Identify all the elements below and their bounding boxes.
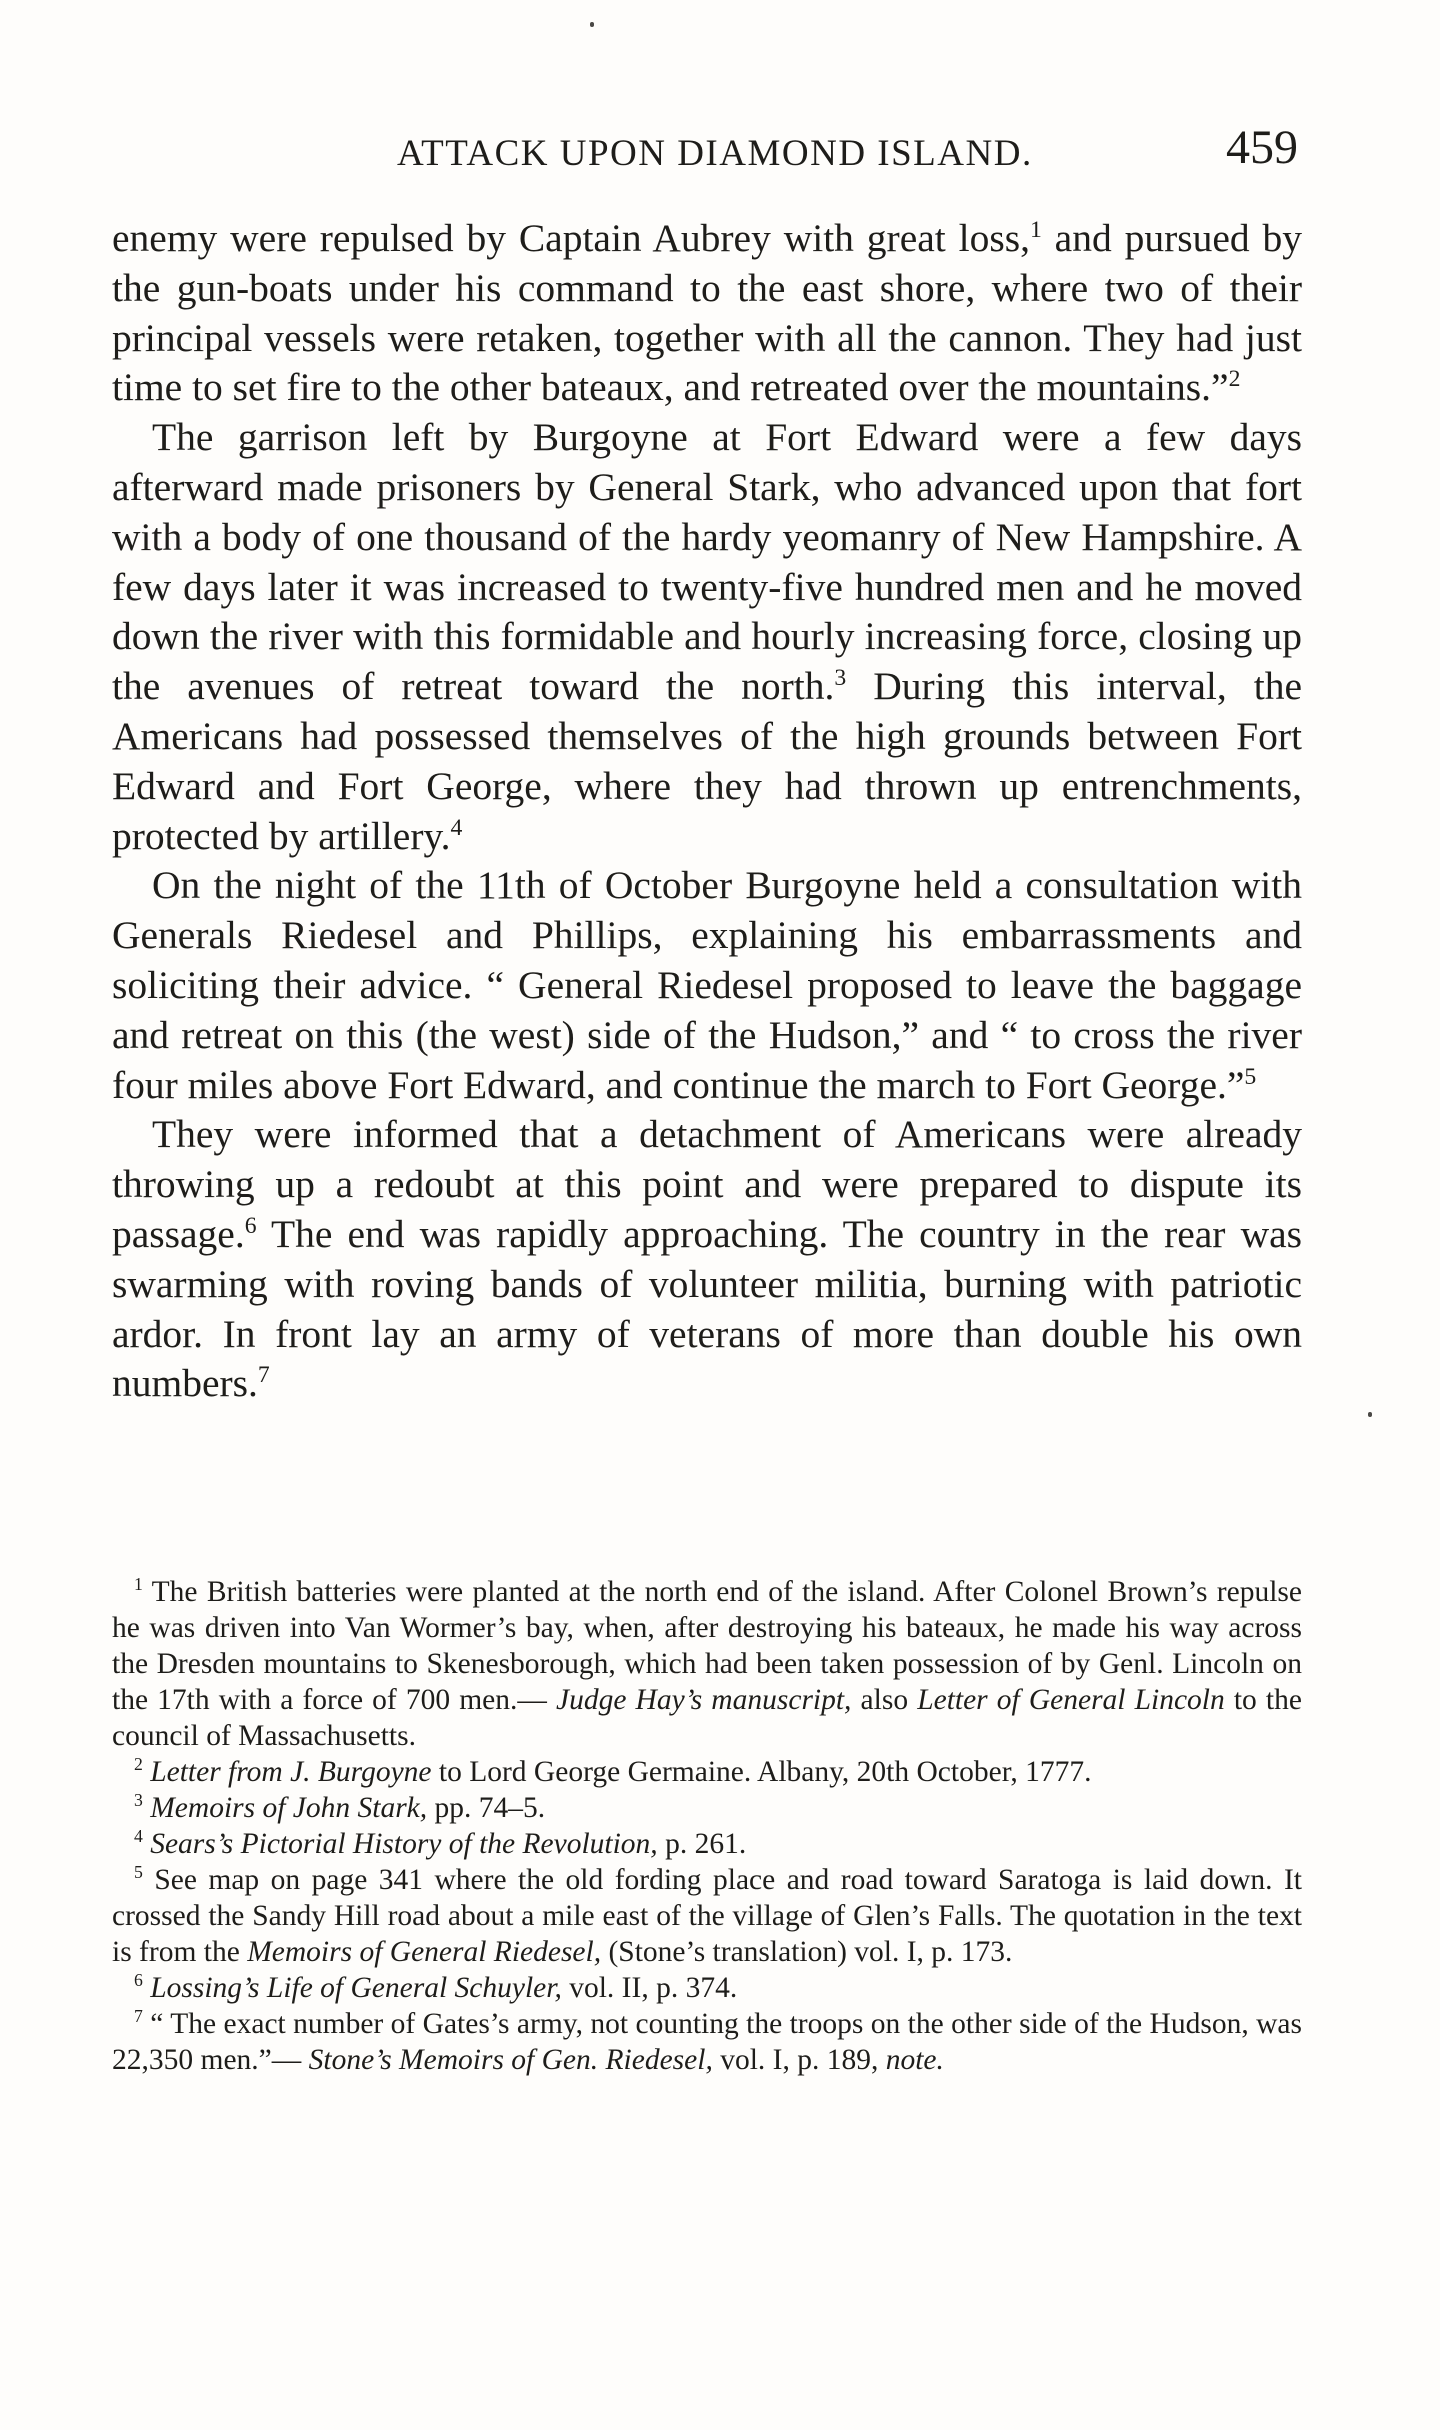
footnote-7-text-a: “ The exact number of Gates’s army, not counting the troops on the other side of the Hudson, was 22,350 men.”— [112,2008,1302,2076]
footnote-7 [112,2006,1302,2078]
footnote-1-italic-b: Letter of General Lincoln [917,1684,1225,1716]
footnote-6-italic-a: Lossing’s Life of General Schuyler, [142,1972,562,2004]
footnote-6 [112,1970,1302,2006]
footnote-ref-7: 7 [257,1362,270,1389]
footnote-ref-3: 3 [834,665,847,692]
paragraph-1 [112,214,1302,413]
footnote-5-italic-a: Memoirs of General Riedesel, [247,1936,602,1968]
body-text [112,214,1302,1409]
footnote-1-marker: 1 [134,1574,143,1595]
footnote-6-text-a: vol. II, p. 374. [561,1972,738,2004]
running-header [112,118,1302,184]
footnote-6-marker: 6 [134,1970,143,1991]
footnote-4-text-a: p. 261. [657,1828,747,1860]
footnote-2 [112,1754,1302,1790]
footnote-ref-5: 5 [1244,1063,1257,1090]
footnote-7-text-b: vol. I, p. 189, [712,2044,886,2076]
ink-speck [1368,1412,1372,1417]
footnote-1 [112,1574,1302,1754]
footnote-2-italic-a: Letter from J. Burgoyne [142,1756,432,1788]
paragraph-2-text-a: The garrison left by Burgoyne at Fort Edward were a few days afterward made prisoners by General Stark, who advanced upon that fort with a body of one thousand of the hardy yeomanry of New Hampshire. A few days later it was increased to twenty-five hundred men and he moved down the river with this formidable and hourly increasing force, closing up the avenues of retreat toward the north. [112,415,1302,709]
paragraph-1-text-a: enemy were repulsed by Captain Aubrey with great loss, [112,216,1030,260]
footnote-1-text-a: The British batteries were planted at the north end of the island. After Colonel Brown’s repulse he was driven into Van Wormer’s bay, when, after destroying his bateaux, he made his way across the Dresden mountains to Skenesborough, which had been taken possession of by Genl. Lincoln on the 17th with a force of 700 men.— [112,1576,1302,1716]
paragraph-3-text-a: On the night of the 11th of October Burgoyne held a consultation with Generals Riedesel and Phillips, explaining his embarrassments and soliciting their advice. “ General Riedesel proposed to leave the baggage and retreat on this (the west) side of the Hudson,” and “ to cross the river four miles above Fort Edward, and continue the march to Fort George.” [112,863,1302,1107]
paragraph-1-text-b: and pursued by the gun-boats under his command to the east shore, where two of their principal vessels were retaken, together with all the cannon. They had just time to set fire to the other bateaux, and retreated over the mountains.” [112,216,1302,410]
footnote-3 [112,1790,1302,1826]
paragraph-2 [112,413,1302,861]
footnote-1-text-b: also [851,1684,918,1716]
footnote-3-marker: 3 [134,1790,143,1811]
footnote-4-italic-a: Sears’s Pictorial History of the Revolution, [142,1828,658,1860]
paragraph-2-text-b: During this interval, the Americans had possessed themselves of the high grounds between Fort Edward and Fort George, where they had thrown up entrenchments, protected by artillery. [112,664,1302,858]
footnote-7-italic-b: note. [885,2044,944,2076]
paragraph-4 [112,1110,1302,1409]
footnote-5-text-b: (Stone’s translation) vol. I, p. 173. [601,1936,1013,1968]
running-title: ATTACK UPON DIAMOND ISLAND. [397,133,1033,174]
footnote-3-italic-a: Memoirs of John Stark, [142,1792,428,1824]
footnote-5 [112,1862,1302,1970]
footnote-2-text-a: to Lord George Germaine. Albany, 20th October, 1777. [431,1756,1092,1788]
footnote-1-italic-a: Judge Hay’s manuscript, [556,1684,852,1716]
footnotes [112,1574,1302,2078]
footnote-5-marker: 5 [134,1862,143,1883]
footnote-1-text-c: to the council of Massachusetts. [112,1684,1302,1752]
footnote-7-marker: 7 [134,2006,143,2027]
footnote-4-marker: 4 [134,1826,143,1847]
footnote-2-marker: 2 [134,1754,143,1775]
paragraph-4-text-b: The end was rapidly approaching. The country in the rear was swarming with roving bands of volunteer militia, burning with patriotic ardor. In front lay an army of veterans of more than double his own numbers. [112,1211,1302,1406]
paragraph-3 [112,861,1302,1110]
footnote-4 [112,1826,1302,1862]
page-number: 459 [1226,121,1298,174]
footnote-7-italic-a: Stone’s Memoirs of Gen. Riedesel, [308,2044,713,2076]
paragraph-4-text-a: They were informed that a detachment of Americans were already throwing up a redoubt at this point and were prepared to dispute its passage. [112,1112,1302,1256]
footnote-5-text-a: See map on page 341 where the old fording place and road toward Saratoga is laid down. It crossed the Sandy Hill road about a mile east of the village of Glen’s Falls. The quotation in the text is from the [112,1864,1302,1968]
footnote-ref-2: 2 [1228,366,1241,393]
ink-speck [590,22,594,27]
footnote-ref-4: 4 [450,814,463,841]
footnote-3-text-a: pp. 74–5. [427,1792,546,1824]
footnote-ref-1: 1 [1029,216,1042,243]
footnote-ref-6: 6 [244,1212,257,1239]
